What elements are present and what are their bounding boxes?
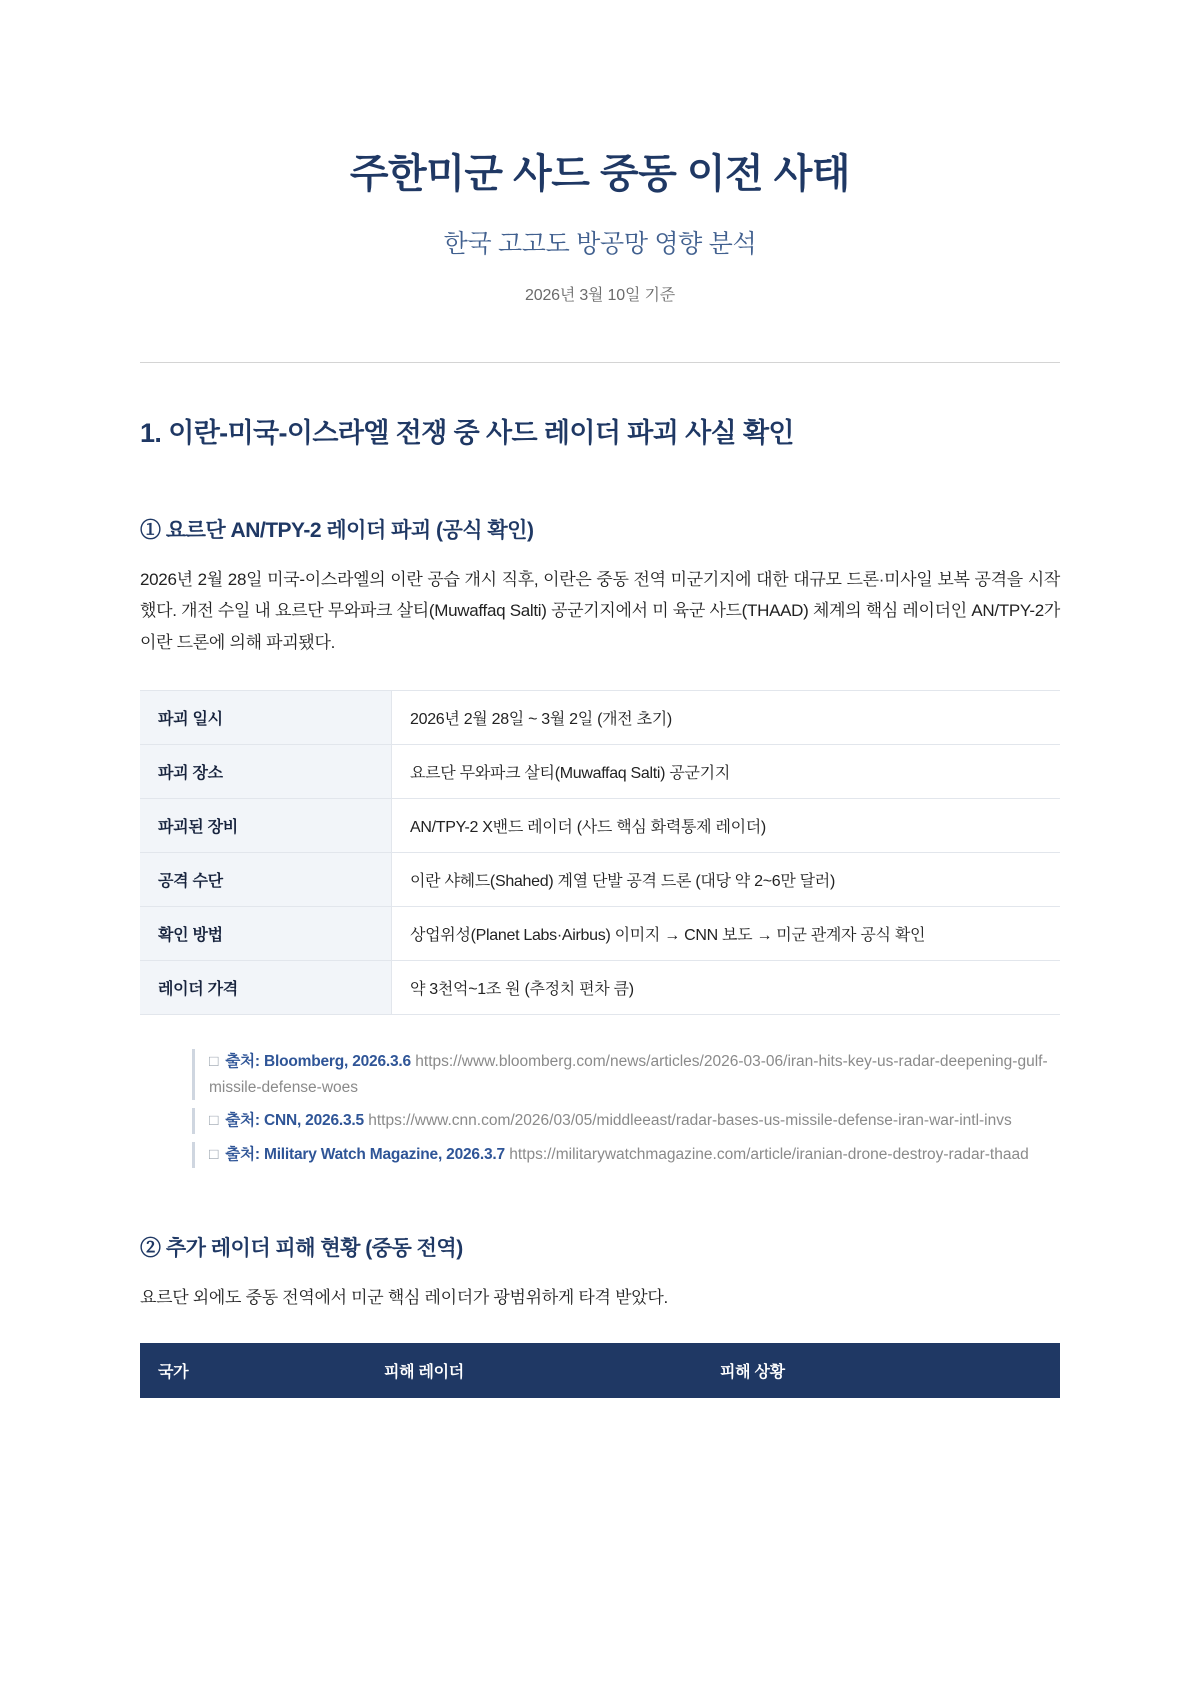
column-header-radar: 피해 레이더	[366, 1343, 702, 1398]
checkbox-icon: □	[209, 1053, 219, 1071]
source-label: 출처: Military Watch Magazine, 2026.3.7	[225, 1146, 505, 1163]
column-header-country: 국가	[140, 1343, 366, 1398]
radar-destruction-table	[140, 690, 1060, 1015]
subsection-1-paragraph: 2026년 2월 28일 미국-이스라엘의 이란 공습 개시 직후, 이란은 중동 전역 미군기지에 대한 대규모 드론·미사일 보복 공격을 시작했다. 개전 수일 내 요르단 무와파크 살티(Muwaffaq Salti) 공군기지에서 미 육군 사드(THAAD) 체계의 핵심 레이더인 AN/TPY-2가 이란 드론에 의해 파괴됐다.	[140, 570, 1060, 652]
page-title: 주한미군 사드 중동 이전 사태	[349, 152, 851, 196]
source-item	[192, 1108, 1060, 1134]
table-row	[140, 691, 1060, 745]
table-header-row	[140, 1343, 1060, 1398]
page-subtitle: 한국 고고도 방공망 영향 분석	[443, 230, 757, 258]
table-row-label: 확인 방법	[140, 907, 392, 961]
table-row-value: AN/TPY-2 X밴드 레이더 (사드 핵심 화력통제 레이더)	[410, 819, 766, 837]
table-row-label: 파괴 장소	[140, 745, 392, 799]
checkbox-icon: □	[209, 1146, 219, 1163]
table-row-value: 상업위성(Planet Labs·Airbus) 이미지 → CNN 보도 → 미군 관계자 공식 확인	[410, 927, 926, 945]
sources-list	[192, 1049, 1060, 1167]
source-item	[192, 1049, 1060, 1100]
subsection-1-heading: ① 요르단 AN/TPY-2 레이더 파괴 (공식 확인)	[140, 519, 534, 542]
table-row	[140, 853, 1060, 907]
section-1-heading: 1. 이란-미국-이스라엘 전쟁 중 사드 레이더 파괴 사실 확인	[140, 418, 794, 448]
table-row	[140, 907, 1060, 961]
table-row	[140, 799, 1060, 853]
source-url[interactable]: https://www.cnn.com/2026/03/05/middleeast/radar-bases-us-missile-defense-iran-war-intl-invs	[368, 1112, 1012, 1130]
source-label: 출처: CNN, 2026.3.5	[225, 1112, 364, 1130]
table-row-label: 공격 수단	[140, 853, 392, 907]
table-row-label: 레이더 가격	[140, 961, 392, 1015]
table-row	[140, 745, 1060, 799]
column-header-status: 피해 상황	[702, 1343, 1060, 1398]
table-row-value: 요르단 무와파크 살티(Muwaffaq Salti) 공군기지	[410, 765, 730, 783]
table-row-value: 약 3천억~1조 원 (추정치 편차 큼)	[410, 981, 634, 999]
source-item	[192, 1142, 1060, 1168]
source-url[interactable]: https://militarywatchmagazine.com/article/iranian-drone-destroy-radar-thaad	[509, 1146, 1029, 1163]
document-header	[140, 150, 1060, 363]
table-row-value: 이란 샤헤드(Shahed) 계열 단발 공격 드론 (대당 약 2~6만 달러)	[410, 873, 835, 891]
table-row-value: 2026년 2월 28일 ~ 3월 2일 (개전 초기)	[410, 711, 672, 729]
additional-radar-damage-table	[140, 1343, 1060, 1398]
checkbox-icon: □	[209, 1112, 219, 1130]
table-row	[140, 961, 1060, 1015]
table-row-label: 파괴된 장비	[140, 799, 392, 853]
table-row-label: 파괴 일시	[140, 691, 392, 745]
subsection-2-paragraph: 요르단 외에도 중동 전역에서 미군 핵심 레이더가 광범위하게 타격 받았다.	[140, 1287, 668, 1307]
subsection-2-heading: ② 추가 레이더 피해 현황 (중동 전역)	[140, 1236, 463, 1260]
source-url[interactable]: https://www.bloomberg.com/news/articles/2026-03-06/iran-hits-key-us-radar-deepening-gulf-missile-defense-woes	[209, 1053, 1048, 1096]
source-label: 출처: Bloomberg, 2026.3.6	[225, 1053, 411, 1071]
header-divider	[140, 362, 1060, 363]
page-date: 2026년 3월 10일 기준	[525, 287, 675, 304]
